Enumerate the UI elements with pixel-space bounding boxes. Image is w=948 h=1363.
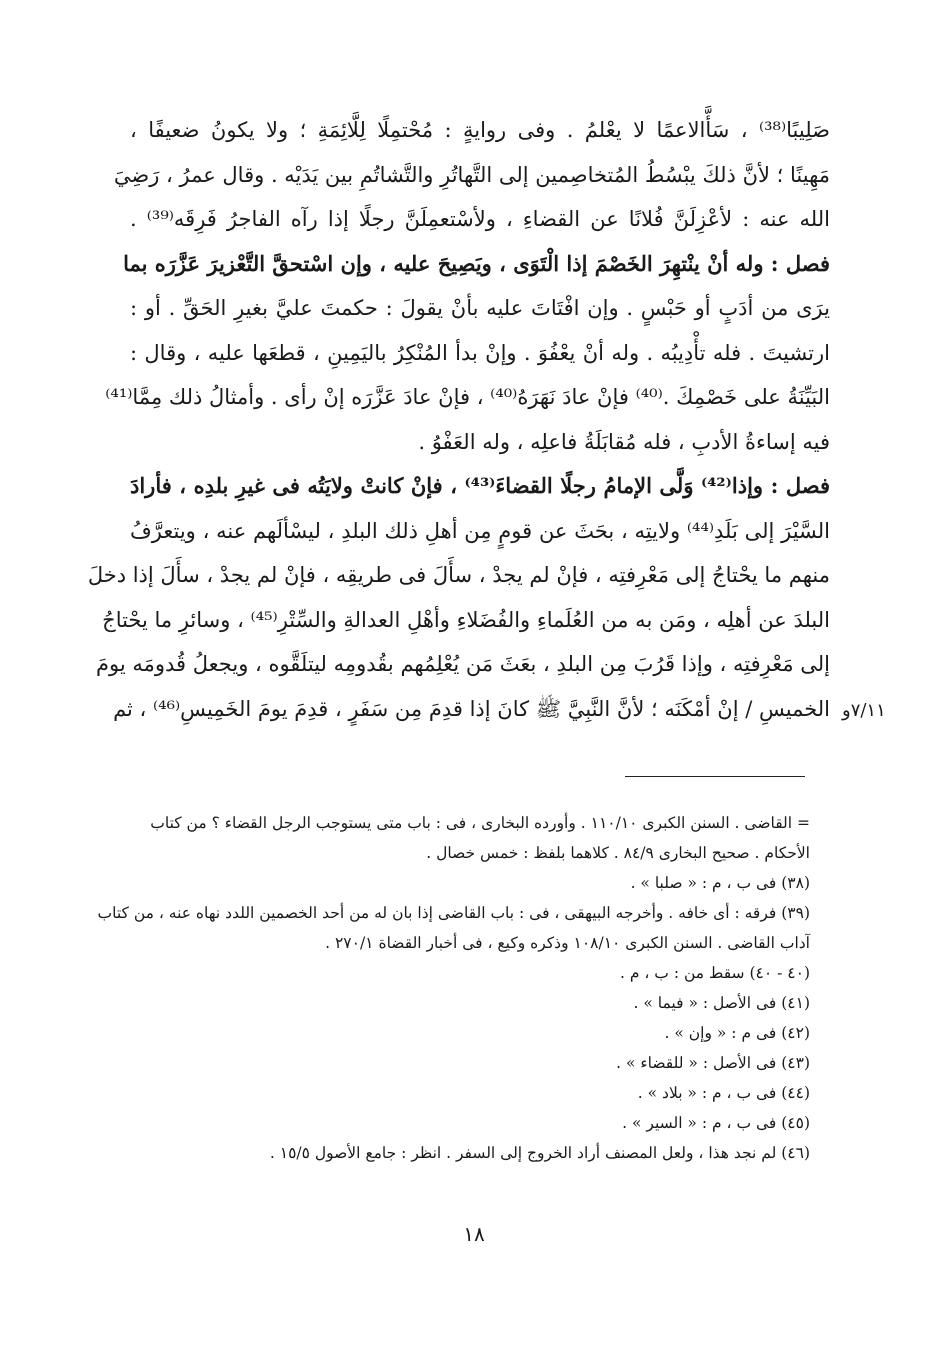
footnotes-block bbox=[97, 808, 810, 1168]
text-line: صَلِيبًا⁽³⁸⁾ ، سَأَّالاعمًا لا يعْلمُ . وفى روايةٍ : مُحْتمِلًا لِلَّائِمَةِ ؛ ولا يكونُ ضعيفًا ، bbox=[130, 118, 830, 142]
footnote-line: = القاضى . السنن الكبرى ١١٠/١٠ . وأورده البخارى ، فى : باب متى يستوجب الرجل القضاء ؟ من كتاب bbox=[150, 814, 810, 832]
section-heading-line: فصل : وله أنْ ينْتهِرَ الخَصْمَ إذا الْتَوَى ، ويَصِيحَ عليه ، وإن اسْتحقَّ التَّعْزيرَ عَزَّرَه بما bbox=[123, 250, 830, 276]
footnote-line: (٤٦) لم نجد هذا ، ولعل المصنف أراد الخروج إلى السفر . انظر : جامع الأصول ١٥/٥ . bbox=[269, 1144, 810, 1162]
text-line: مَهِينًا ؛ لأنَّ ذلكَ يبْسُطُ المُتخاصِمين إلى التَّهاتُرِ والتَّشاتُمِ بين يَدَيْه . وقال عمرُ ، رَضِيَ bbox=[113, 162, 830, 187]
footnote-line: (٤٢) فى م : « وإن » . bbox=[664, 1024, 810, 1042]
text-line: فيه إساءةُ الأدبِ ، فله مُقابَلَةُ فاعلِه ، وله العَفْوُ . bbox=[418, 429, 830, 454]
footnote-divider bbox=[625, 776, 805, 777]
text-line: البلدَ عن أهلِه ، ومَن به من العُلَماءِ والفُضَلاءِ وأهْلِ العدالةِ والسِّتْرِ⁽⁴⁵⁾ ، وسائرِ ما يحْتاجُ bbox=[102, 607, 830, 632]
footnote-line: (٤٥) فى ب ، م : « السير » . bbox=[622, 1114, 810, 1132]
text-line: الخميسِ / إنْ أمْكَنَه ؛ لأنَّ النَّبِيَّ ﷺ كانَ إذا قدِمَ مِن سَفَرٍ ، قدِمَ يومَ الخَمِيسِ⁽⁴⁶⁾ ، ثم bbox=[113, 696, 830, 721]
footnote-line: (٤٣) فى الأصل : « للقضاء » . bbox=[616, 1054, 810, 1072]
text-line: الله عنه : لأعْزِلَنَّ فُلانًا عن القضاءِ ، ولأسْتعمِلَنَّ رجلًا إذا رآه الفاجرُ فَرِقَه⁽³⁹⁾ . bbox=[130, 207, 830, 231]
text-line: منهم ما يحْتاجُ إلى مَعْرِفتِه ، فإنْ لم يجدْ ، سأَلَ فى طريقِه ، فإنْ لم يجدْ ، سأَلَ إذا دخلَ bbox=[87, 563, 830, 587]
text-line: إلى مَعْرِفتِه ، وإذا قَرُبَ مِن البلدِ ، بعَثَ مَن يُعْلِمُهم بقُدومِه ليتلَقَّوه ، ويجعلُ قُدومَه يومَ bbox=[96, 652, 830, 676]
text-line: السَّيْرَ إلى بَلَدِ⁽⁴⁴⁾ ولايتِه ، بحَثَ عن قومٍ مِن أهلِ ذلك البلدِ ، ليسْألَهم عنه ، ويتعرَّفُ bbox=[130, 518, 830, 543]
footnote-line: (٤١) فى الأصل : « فيما » . bbox=[633, 994, 810, 1012]
text-line: يرَى من أدَبٍ أو حَبْسٍ . وإن افْتَاتَ عليه بأنْ يقولَ : حكمتَ عليَّ بغيرِ الحَقِّ . أو : bbox=[130, 296, 830, 320]
text-line: ارتشيتَ . فله تأْدِيبُه . وله أنْ يعْفُوَ . وإنْ بدأ المُنْكِرُ باليَمِينِ ، قطعَها عليه ، وقال : bbox=[130, 340, 830, 365]
footnote-line: الأحكام . صحيح البخارى ٨٤/٩ . كلاهما بلفظ : خمس خصال . bbox=[426, 844, 810, 862]
main-text-block bbox=[87, 108, 830, 731]
margin-folio-reference: ٧/١١و bbox=[842, 700, 886, 721]
footnote-line: (٣٩) فرقه : أى خافه . وأخرجه البيهقى ، فى : باب القاضى إذا بان له من أحد الخصمين اللدد نهاه عنه ، من كتاب bbox=[97, 904, 810, 922]
page-number: ١٨ bbox=[463, 1222, 485, 1246]
section-heading-line: فصل : وإذا⁽⁴²⁾ وَلَّى الإمامُ رجلًا القضاءَ⁽⁴³⁾ ، فإنْ كانتْ ولايَتُه فى غيرِ بلدِه ، فأرادَ bbox=[130, 473, 830, 498]
footnote-line: (٣٨) فى ب ، م : « صلبا » . bbox=[630, 874, 810, 892]
text-line: البَيِّنَةُ على خَصْمِكَ .⁽⁴⁰⁾ فإنْ عادَ نَهَرَهُ⁽⁴⁰⁾ ، فإنْ عادَ عَزَّرَه إنْ رأى . وأمثالُ ذلك مِمَّا⁽⁴¹⁾ bbox=[105, 385, 830, 409]
footnote-line: (٤٤) فى ب ، م : « بلاد » . bbox=[637, 1084, 810, 1102]
footnote-line: آداب القاضى . السنن الكبرى ١٠٨/١٠ وذكره وكيع ، فى أخبار القضاة ٢٧٠/١ . bbox=[325, 934, 810, 952]
footnote-line: (٤٠ - ٤٠) سقط من : ب ، م . bbox=[620, 964, 810, 982]
